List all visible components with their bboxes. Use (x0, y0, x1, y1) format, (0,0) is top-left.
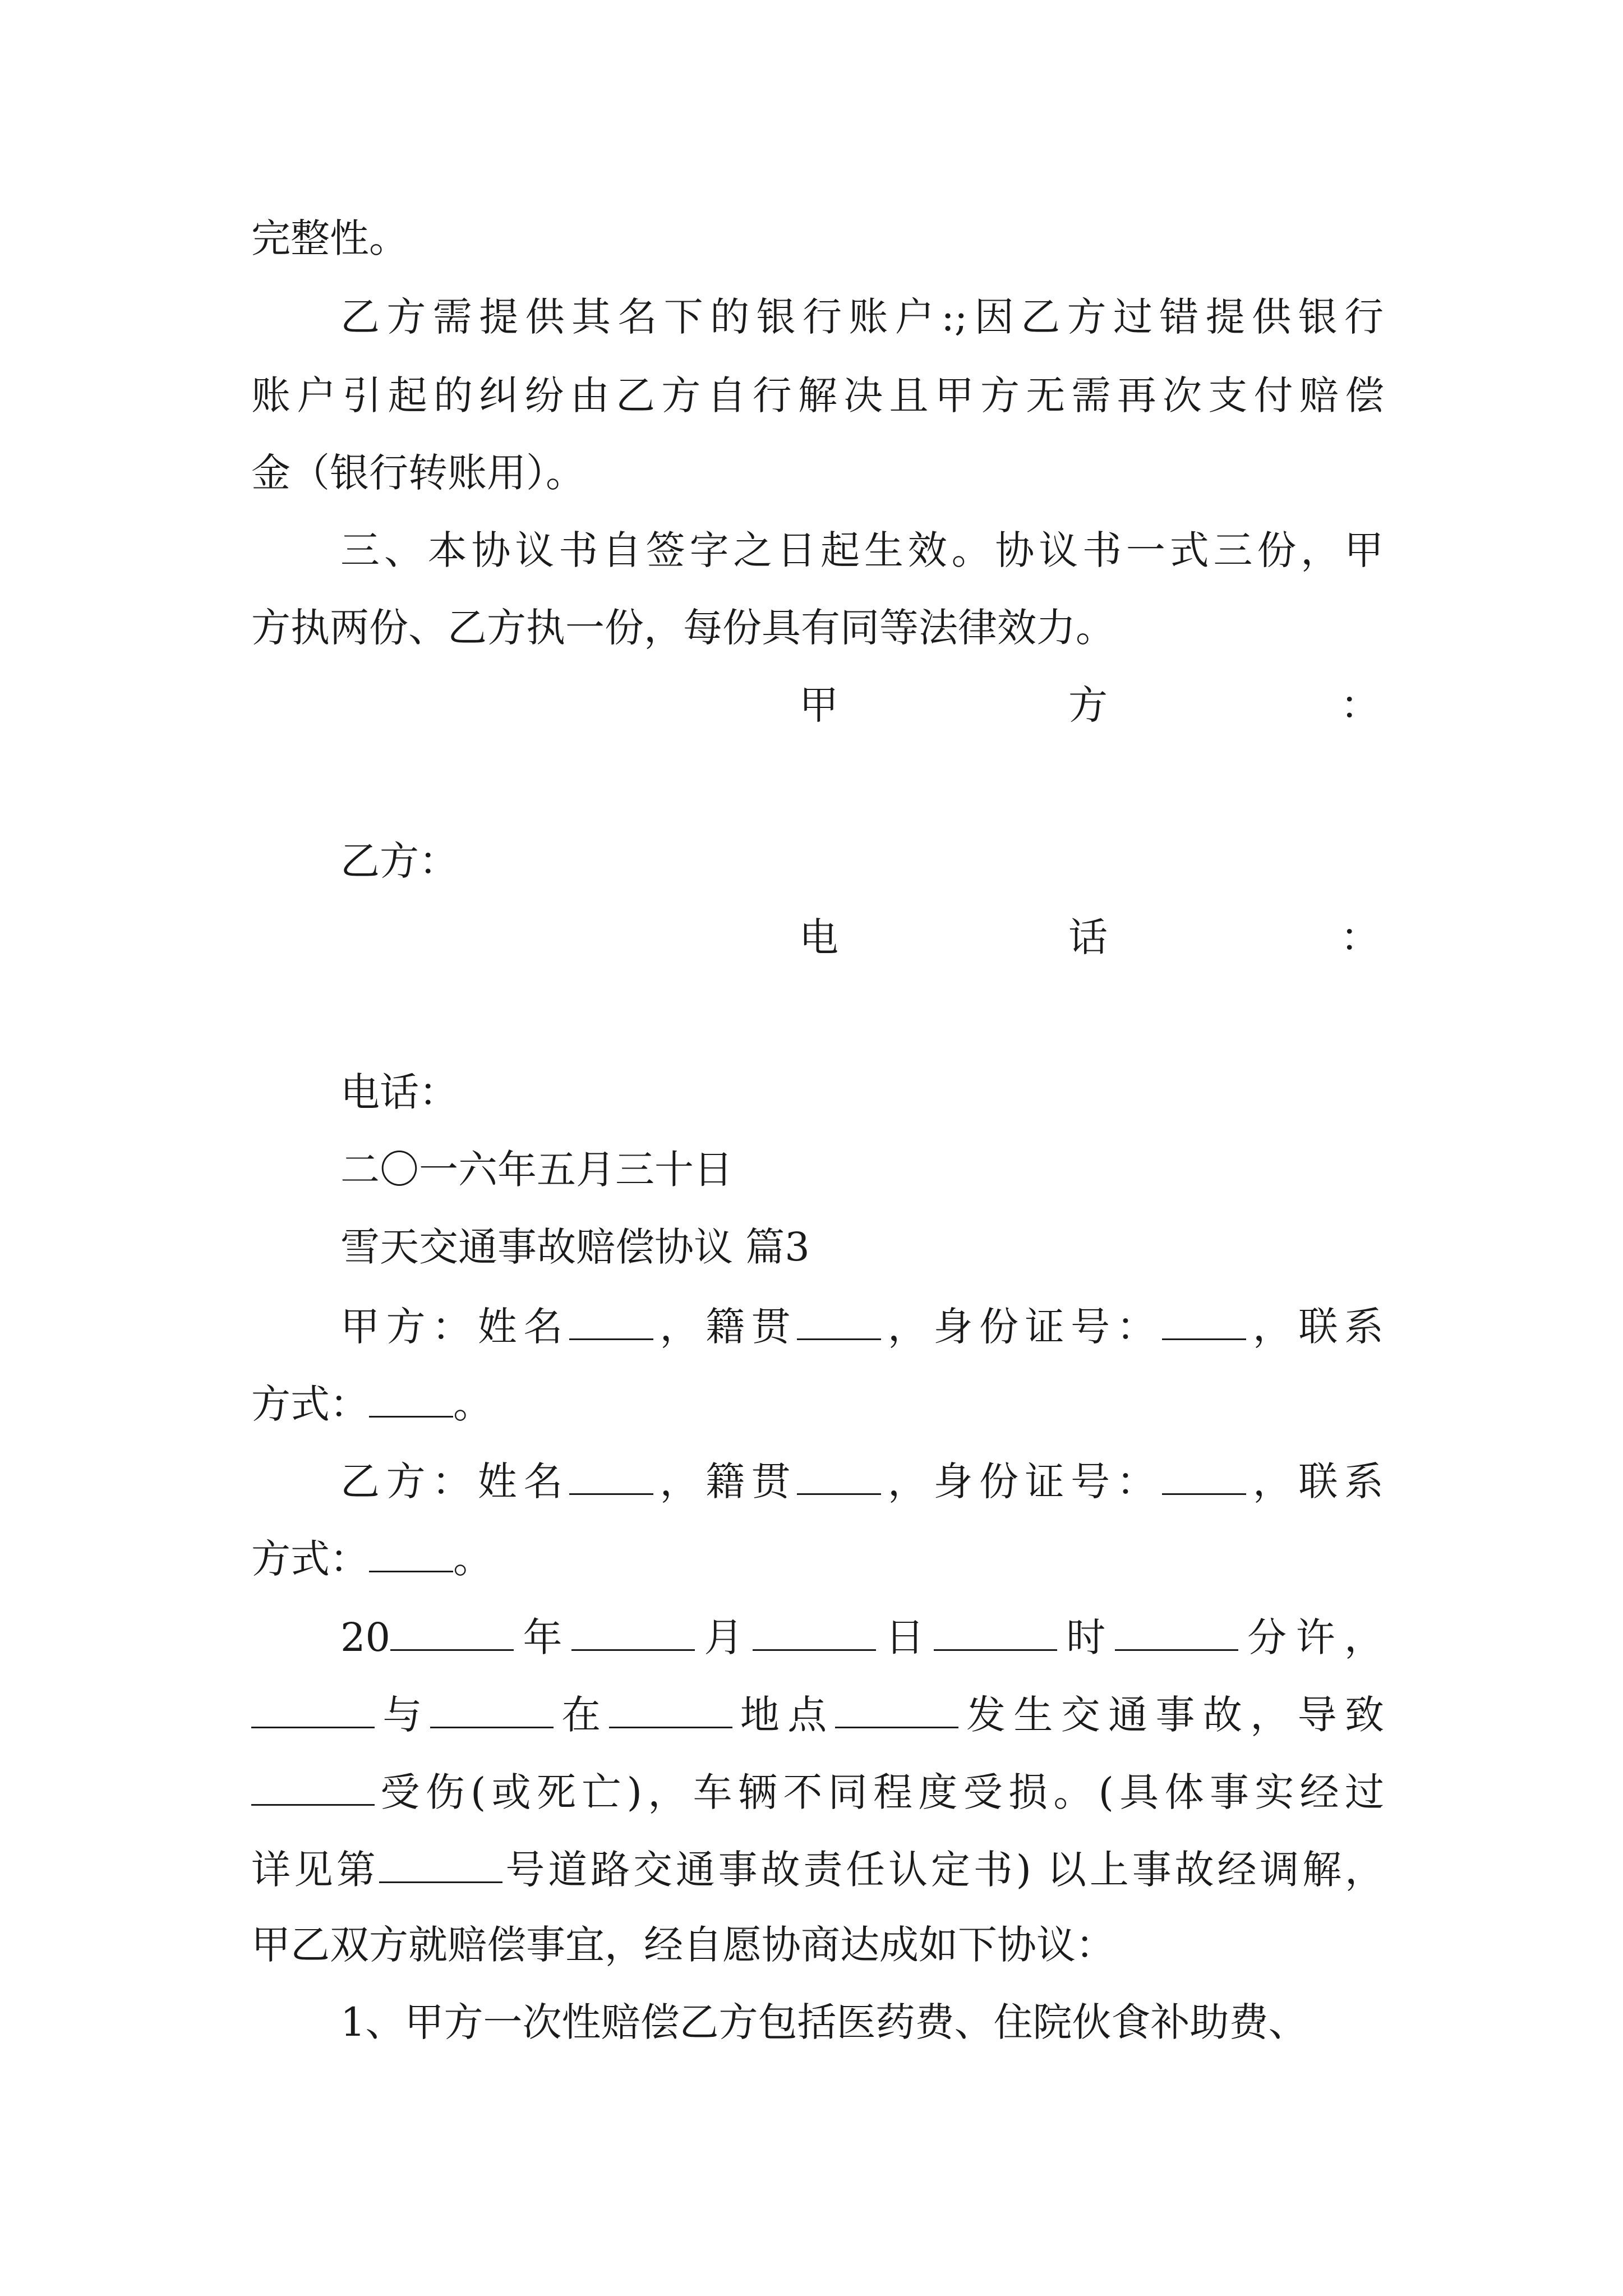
blank-field (251, 1693, 375, 1728)
blank-field (569, 1305, 653, 1340)
month-label: 月 (694, 1614, 753, 1660)
minute-label: 分许， (1238, 1614, 1384, 1660)
party-b-contact-label: ，联系 (1246, 1458, 1384, 1504)
text-line: 方执两份、乙方执一份，每份具有同等法律效力。 (251, 605, 1115, 651)
text: 与 (375, 1692, 430, 1738)
blank-field (753, 1616, 876, 1651)
text-line: 完整性。 (251, 215, 408, 261)
accident-reference-line (251, 1847, 1385, 1893)
blank-field (797, 1305, 881, 1340)
text-line: 账户引起的纠纷由乙方自行解决且甲方无需再次支付赔偿 (251, 372, 1384, 418)
party-b-line (340, 1458, 1384, 1504)
blank-field (934, 1616, 1057, 1651)
text: 受伤(或死亡)，车辆不同程度受损。(具体事实经过 (375, 1769, 1384, 1815)
text-line: 甲乙双方就赔偿事宜，经自愿协商达成如下协议： (251, 1922, 1115, 1968)
blank-field (390, 1616, 514, 1651)
accident-parties-line (251, 1692, 1384, 1738)
text: 发生交通事故，导致 (958, 1692, 1384, 1738)
text: 在 (553, 1692, 609, 1738)
text: 号道路交通事故责任认定书) 以上事故经调解， (502, 1847, 1385, 1893)
blank-field (569, 1460, 653, 1495)
blank-field (251, 1770, 375, 1806)
party-a-jiguan-label: ，籍贯 (653, 1304, 797, 1350)
date-line: 二〇一六年五月三十日 (340, 1147, 733, 1193)
party-a-name-label: 甲方：姓名 (340, 1304, 569, 1350)
party-b-line-2 (251, 1536, 492, 1582)
year-prefix: 20 (340, 1614, 391, 1660)
text: 详见第 (251, 1847, 379, 1893)
blank-field (835, 1693, 958, 1728)
contact-label: 方式： (251, 1536, 369, 1582)
signature-label-char: 甲 (799, 682, 838, 728)
text-line: 乙方需提供其名下的银行账户:;因乙方过错提供银行 (340, 294, 1384, 340)
signature-label-char: 话 (1068, 914, 1108, 960)
party-a-contact-label: ，联系 (1246, 1304, 1384, 1350)
blank-field (1115, 1616, 1238, 1651)
party-b-jiguan-label: ，籍贯 (653, 1458, 797, 1504)
text-line: 电话： (340, 1069, 458, 1115)
signature-colon: ： (1340, 914, 1380, 960)
party-b-id-label: ，身份证号： (881, 1458, 1163, 1504)
signature-colon: ： (1340, 682, 1380, 728)
agreement-item: 1、甲方一次性赔偿乙方包括医药费、住院伙食补助费、 (340, 1999, 1308, 2045)
blank-field (797, 1460, 881, 1495)
punct: 。 (453, 1536, 492, 1582)
party-a-id-label: ，身份证号： (881, 1304, 1163, 1350)
accident-time-line (340, 1614, 1384, 1660)
party-b-name-label: 乙方：姓名 (340, 1458, 569, 1504)
blank-field (1162, 1460, 1246, 1495)
blank-field (1162, 1305, 1246, 1340)
blank-field (571, 1616, 695, 1651)
blank-field (369, 1382, 453, 1418)
blank-field (379, 1848, 502, 1883)
day-label: 日 (875, 1614, 934, 1660)
text-line: 金（银行转账用）。 (251, 450, 585, 496)
blank-field (609, 1693, 732, 1728)
accident-injury-line (251, 1769, 1384, 1815)
signature-label-char: 电 (799, 914, 838, 960)
contact-label: 方式： (251, 1381, 369, 1427)
blank-field (430, 1693, 554, 1728)
year-label: 年 (514, 1614, 571, 1660)
party-a-line (340, 1304, 1384, 1350)
text-line: 三、本协议书自签字之日起生效。协议书一式三份，甲 (340, 527, 1384, 573)
section-heading: 雪天交通事故赔偿协议 篇3 (340, 1224, 810, 1270)
hour-label: 时 (1057, 1614, 1115, 1660)
party-a-line-2 (251, 1381, 492, 1427)
punct: 。 (453, 1381, 492, 1427)
text: 地点 (732, 1692, 835, 1738)
blank-field (369, 1537, 453, 1572)
text-line: 乙方： (340, 838, 458, 884)
signature-label-char: 方 (1068, 682, 1108, 728)
